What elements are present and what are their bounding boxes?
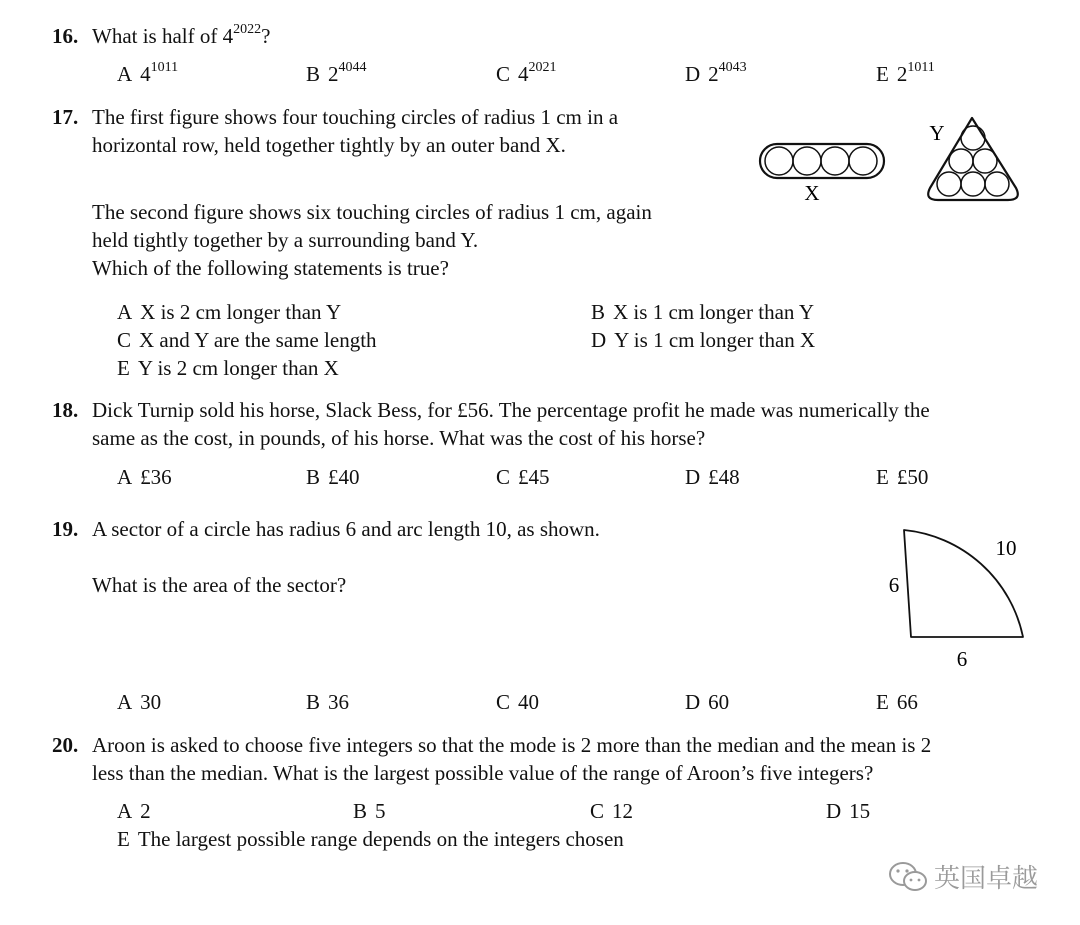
option-b[interactable]: B 36 bbox=[306, 690, 350, 714]
option-e[interactable]: E $2^{1011}$ bbox=[876, 60, 935, 86]
label-arc: 10 bbox=[995, 536, 1017, 560]
wechat-icon bbox=[888, 860, 928, 894]
question-text-line: A sector of a circle has radius 6 and arc length 10, as shown. bbox=[92, 517, 600, 541]
label-x: X bbox=[804, 181, 820, 205]
sector-figure bbox=[870, 520, 1040, 680]
option-a[interactable]: A $4^{1011}$ bbox=[117, 60, 179, 86]
circles-bands-figure bbox=[750, 110, 1040, 220]
option-c[interactable]: C $4^{2021}$ bbox=[496, 60, 557, 86]
question-text-line: The second figure shows six touching circles of radius 1 cm, again bbox=[92, 200, 652, 224]
option-c[interactable]: C 40 bbox=[496, 690, 540, 714]
question-text-line: less than the median. What is the largest possible value of the range of Aroon’s five integers? bbox=[92, 761, 874, 785]
option-b[interactable]: B X is 1 cm longer than Y bbox=[591, 300, 815, 324]
option-e[interactable]: E Y is 2 cm longer than X bbox=[117, 356, 339, 380]
option-d[interactable]: D £48 bbox=[685, 465, 740, 489]
option-b[interactable]: B $2^{4044}$ bbox=[306, 60, 367, 86]
option-d[interactable]: D Y is 1 cm longer than X bbox=[591, 328, 816, 352]
question-number: 18. bbox=[52, 398, 79, 422]
option-d[interactable]: D $2^{4043}$ bbox=[685, 60, 747, 86]
question-number: 19. bbox=[52, 517, 79, 541]
option-c[interactable]: C X and Y are the same length bbox=[117, 328, 377, 352]
question-text-line: Aroon is asked to choose five integers so that the mode is 2 more than the median and the mean is 2 bbox=[92, 733, 932, 757]
option-d[interactable]: D 15 bbox=[826, 799, 871, 823]
option-d[interactable]: D 60 bbox=[685, 690, 730, 714]
option-a[interactable]: A £36 bbox=[117, 465, 172, 489]
question-text-line: held tightly together by a surrounding band Y. bbox=[92, 228, 479, 252]
option-e[interactable]: E £50 bbox=[876, 465, 929, 489]
question-number: 20. bbox=[52, 733, 79, 757]
option-e[interactable]: E 66 bbox=[876, 690, 918, 714]
option-a[interactable]: A 2 bbox=[117, 799, 151, 823]
watermark-text: 英国卓越 bbox=[934, 864, 1039, 894]
question-text-line: What is the area of the sector? bbox=[92, 573, 347, 597]
band-x-figure bbox=[760, 144, 884, 205]
band-y-figure bbox=[928, 118, 1018, 200]
label-left-radius: 6 bbox=[888, 573, 900, 597]
option-c[interactable]: C £45 bbox=[496, 465, 550, 489]
option-a[interactable]: A X is 2 cm longer than Y bbox=[117, 300, 342, 324]
watermark bbox=[888, 858, 1038, 895]
option-c[interactable]: C 12 bbox=[590, 799, 634, 823]
option-b[interactable]: B 5 bbox=[353, 799, 386, 823]
option-b[interactable]: B £40 bbox=[306, 465, 360, 489]
option-a[interactable]: A 30 bbox=[117, 690, 162, 714]
question-text-line: Dick Turnip sold his horse, Slack Bess, for £56. The percentage profit he made was numerically the bbox=[92, 398, 930, 422]
question-number: 17. bbox=[52, 105, 79, 129]
question-text-line: Which of the following statements is true? bbox=[92, 256, 449, 280]
question-text: What is half of $4^{2022}$? bbox=[92, 22, 271, 48]
label-bottom-radius: 6 bbox=[956, 647, 968, 671]
question-number: 16. bbox=[52, 24, 79, 48]
question-text-line: horizontal row, held together tightly by an outer band X. bbox=[92, 133, 566, 157]
option-e[interactable]: E The largest possible range depends on the integers chosen bbox=[117, 827, 624, 851]
label-y: Y bbox=[929, 121, 945, 145]
question-text-line: The first figure shows four touching circles of radius 1 cm in a bbox=[92, 105, 619, 129]
question-text-line: same as the cost, in pounds, of his horse. What was the cost of his horse? bbox=[92, 426, 706, 450]
